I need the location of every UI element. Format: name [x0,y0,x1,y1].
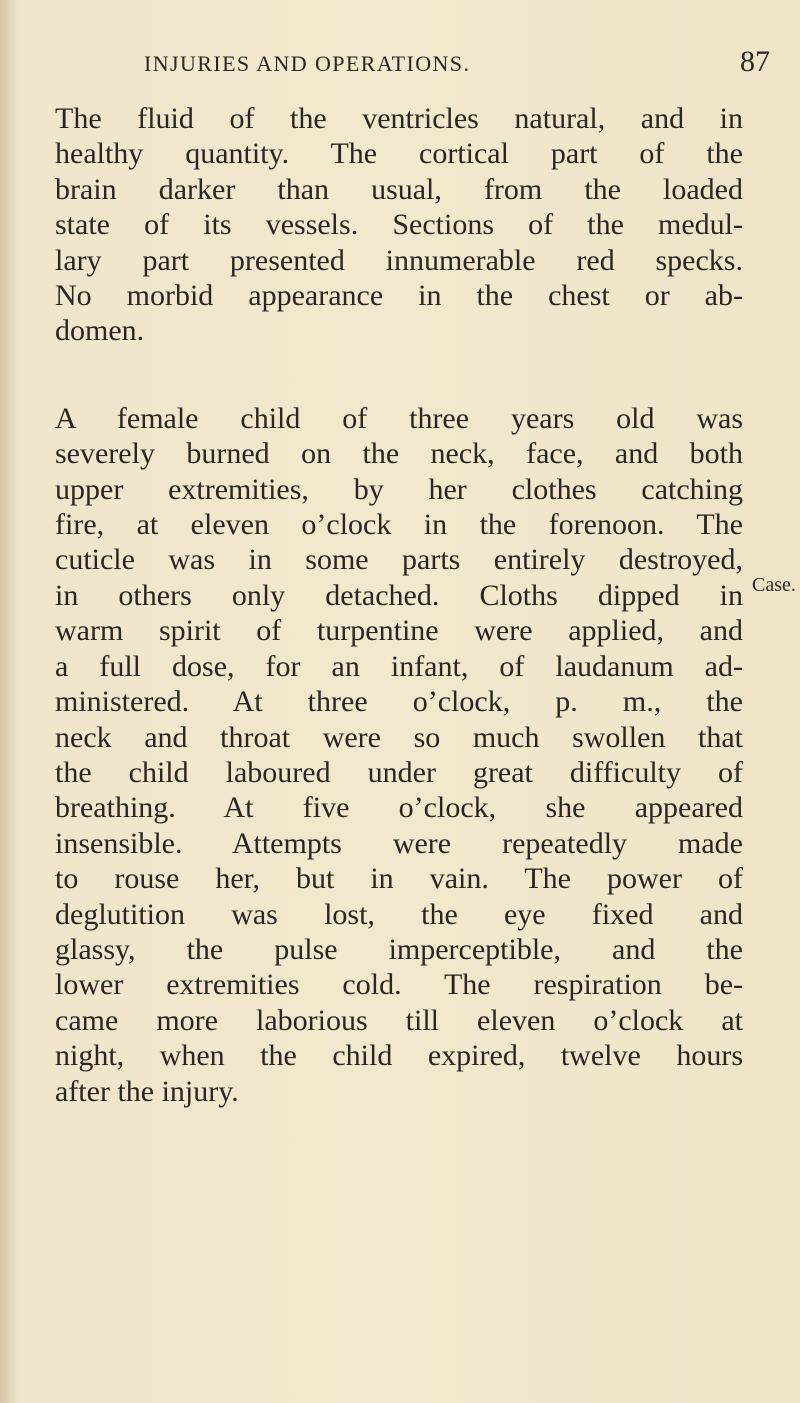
text-line: came more laborious till eleven o’clock at [55,1003,743,1037]
text-line: after the injury. [55,1074,239,1108]
text-line: ministered. At three o’clock, p. m., the [55,685,743,719]
text-line: lary part presented innumerable red specks. [55,243,743,277]
text-line: glassy, the pulse imperceptible, and the [55,932,743,966]
running-head [0,44,800,84]
text-line: warm spirit of turpentine were applied, and [55,614,743,648]
text-line: domen. [55,314,145,348]
body-text [55,101,743,1109]
paragraph-burn-case [55,401,743,1109]
text-line: lower extremities cold. The respiration be- [55,968,743,1002]
text-line: the child laboured under great difficulty of [55,755,743,789]
text-line: No morbid appearance in the chest or ab- [55,279,743,313]
text-line: The fluid of the ventricles natural, and in [55,102,743,135]
text-line: night, when the child expired, twelve hours [55,1039,743,1073]
page-number: 87 [740,45,770,78]
text-line: deglutition was lost, the eye fixed and [55,897,743,931]
text-line: insensible. Attempts were repeatedly made [55,826,743,860]
text-line: to rouse her, but in vain. The power of [55,862,743,896]
text-line: state of its vessels. Sections of the medul- [55,208,743,242]
paragraph-autopsy-findings [55,101,743,349]
running-title: INJURIES AND OPERATIONS. [144,51,471,76]
text-line: healthy quantity. The cortical part of the [55,137,743,171]
text-line: upper extremities, by her clothes catching [55,472,743,506]
marginal-note-case: Case. [752,574,796,596]
text-line: breathing. At five o’clock, she appeared [55,791,743,825]
page-spine-shadow [0,0,18,1403]
text-line: A female child of three years old was [55,401,743,435]
text-line: neck and throat were so much swollen that [55,720,743,754]
text-line: severely burned on the neck, face, and both [55,437,743,471]
text-line: a full dose, for an infant, of laudanum ad- [55,649,743,683]
text-line: brain darker than usual, from the loaded [55,172,743,206]
text-line: fire, at eleven o’clock in the forenoon. The [55,508,743,542]
text-line: in others only detached. Cloths dipped in [55,578,743,612]
text-line: cuticle was in some parts entirely destroyed, [55,543,743,577]
